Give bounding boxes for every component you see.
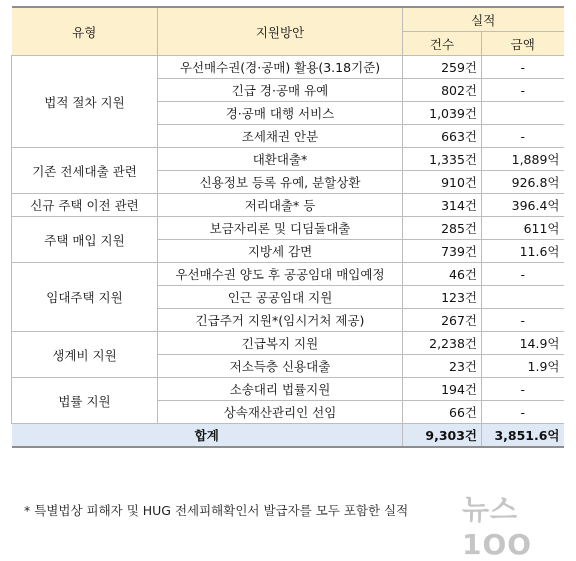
header-category: 유형 xyxy=(12,7,158,56)
plan-cell: 인근 공공임대 지원 xyxy=(158,286,403,309)
category-cell: 기존 전세대출 관련 xyxy=(12,148,158,194)
amount-cell xyxy=(482,286,564,309)
amount-cell: - xyxy=(482,378,564,401)
plan-cell: 대환대출* xyxy=(158,148,403,171)
category-cell: 임대주택 지원 xyxy=(12,263,158,332)
category-cell: 생계비 지원 xyxy=(12,332,158,378)
plan-cell: 우선매수권 양도 후 공공임대 매입예정 xyxy=(158,263,403,286)
count-cell: 802건 xyxy=(403,79,482,102)
amount-cell: 1.9억 xyxy=(482,355,564,378)
amount-cell: - xyxy=(482,56,564,79)
plan-cell: 긴급 경·공매 유예 xyxy=(158,79,403,102)
count-cell: 2,238건 xyxy=(403,332,482,355)
plan-cell: 저리대출* 등 xyxy=(158,194,403,217)
table-row xyxy=(12,194,564,217)
plan-cell: 긴급복지 지원 xyxy=(158,332,403,355)
table-row xyxy=(12,148,564,171)
table-row xyxy=(12,217,564,240)
count-cell: 285건 xyxy=(403,217,482,240)
plan-cell: 저소득층 신용대출 xyxy=(158,355,403,378)
total-count: 9,303건 xyxy=(403,424,482,448)
table-row xyxy=(12,56,564,79)
header-plan: 지원방안 xyxy=(158,7,403,56)
amount-cell: 14.9억 xyxy=(482,332,564,355)
category-cell: 주택 매입 지원 xyxy=(12,217,158,263)
count-cell: 314건 xyxy=(403,194,482,217)
count-cell: 23건 xyxy=(403,355,482,378)
total-row xyxy=(12,424,564,448)
amount-cell: 396.4억 xyxy=(482,194,564,217)
count-cell: 46건 xyxy=(403,263,482,286)
plan-cell: 신용정보 등록 유예, 분할상환 xyxy=(158,171,403,194)
count-cell: 910건 xyxy=(403,171,482,194)
count-cell: 267건 xyxy=(403,309,482,332)
count-cell: 259건 xyxy=(403,56,482,79)
table-row xyxy=(12,332,564,355)
header-amount: 금액 xyxy=(482,32,564,56)
total-amount: 3,851.6억 xyxy=(482,424,564,448)
amount-cell: - xyxy=(482,79,564,102)
category-cell: 법적 절차 지원 xyxy=(12,56,158,148)
count-cell: 194건 xyxy=(403,378,482,401)
plan-cell: 경·공매 대행 서비스 xyxy=(158,102,403,125)
amount-cell: 926.8억 xyxy=(482,171,564,194)
amount-cell: 11.6억 xyxy=(482,240,564,263)
table-body xyxy=(12,56,564,448)
support-performance-table xyxy=(11,6,564,448)
amount-cell: - xyxy=(482,263,564,286)
category-cell: 법률 지원 xyxy=(12,378,158,424)
amount-cell xyxy=(482,102,564,125)
count-cell: 1,039건 xyxy=(403,102,482,125)
total-label: 합계 xyxy=(12,424,403,448)
news-logo-watermark: 뉴스1OO xyxy=(462,493,533,561)
amount-cell: - xyxy=(482,125,564,148)
header-performance: 실적 xyxy=(403,7,564,32)
count-cell: 66건 xyxy=(403,401,482,424)
plan-cell: 소송대리 법률지원 xyxy=(158,378,403,401)
table-row xyxy=(12,378,564,401)
plan-cell: 긴급주거 지원*(임시거처 제공) xyxy=(158,309,403,332)
plan-cell: 보금자리론 및 디딤돌대출 xyxy=(158,217,403,240)
amount-cell: - xyxy=(482,309,564,332)
amount-cell: 1,889억 xyxy=(482,148,564,171)
header-count: 건수 xyxy=(403,32,482,56)
amount-cell: 611억 xyxy=(482,217,564,240)
count-cell: 739건 xyxy=(403,240,482,263)
plan-cell: 우선매수권(경·공매) 활용(3.18기준) xyxy=(158,56,403,79)
amount-cell: - xyxy=(482,401,564,424)
count-cell: 663건 xyxy=(403,125,482,148)
plan-cell: 조세채권 안분 xyxy=(158,125,403,148)
footnote: * 특별법상 피해자 및 HUG 전세피해확인서 발급자를 모두 포함한 실적 xyxy=(24,503,409,518)
count-cell: 123건 xyxy=(403,286,482,309)
table-row xyxy=(12,263,564,286)
count-cell: 1,335건 xyxy=(403,148,482,171)
plan-cell: 상속재산관리인 선임 xyxy=(158,401,403,424)
category-cell: 신규 주택 이전 관련 xyxy=(12,194,158,217)
plan-cell: 지방세 감면 xyxy=(158,240,403,263)
